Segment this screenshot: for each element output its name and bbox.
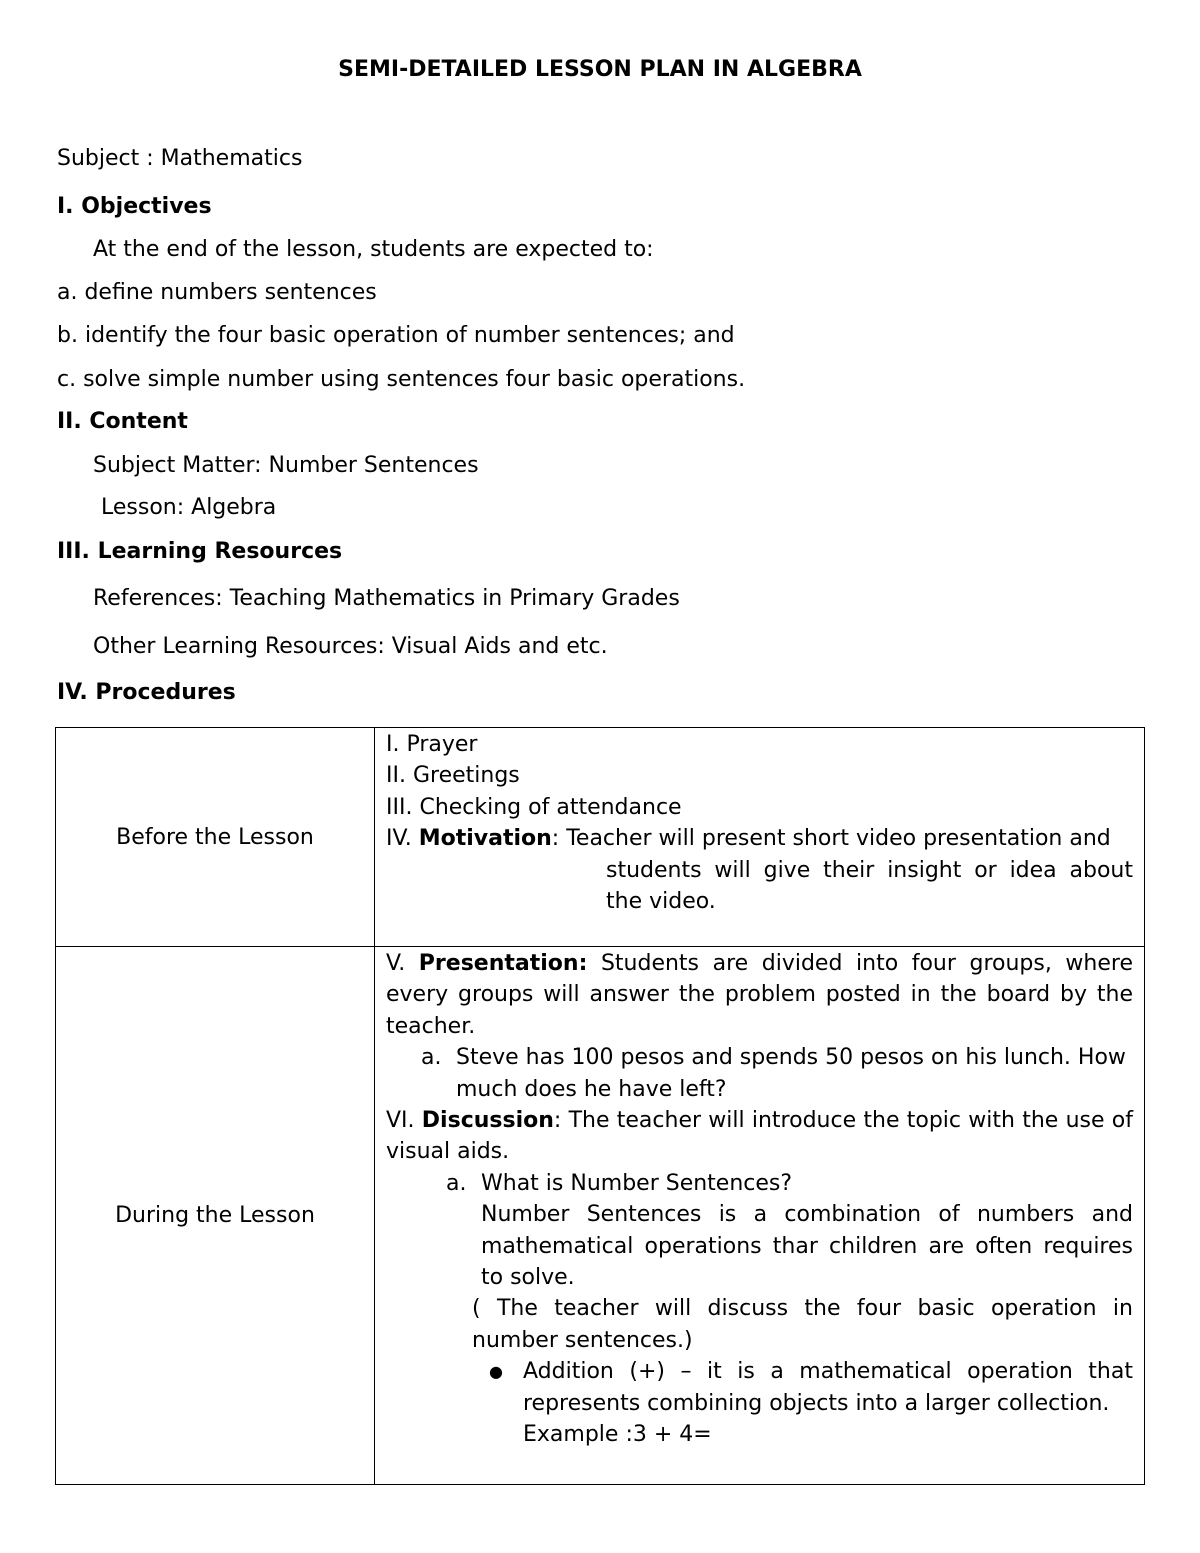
attendance-item: III. Checking of attendance: [386, 794, 682, 820]
discussion-item: [386, 1105, 1133, 1168]
motivation-label: Motivation: [418, 826, 552, 852]
references-line: References: Teaching Mathematics in Primary Grades: [93, 586, 680, 611]
question-marker: a.: [446, 1170, 467, 1196]
table-row: [56, 947, 1145, 1485]
other-resources-line: Other Learning Resources: Visual Aids and etc.: [93, 634, 608, 659]
presentation-text: Students are divided into four groups, where every groups will answer the problem posted in the board by the teacher.: [386, 951, 1133, 1039]
objective-item: a. define numbers sentences: [57, 280, 377, 305]
objectives-intro: At the end of the lesson, students are expected to:: [93, 237, 654, 262]
definition-text: Number Sentences is a combination of numbers and mathematical operations thar children are often requires to solve.: [481, 1202, 1133, 1291]
list-item: [386, 1356, 1133, 1419]
problem-text: Steve has 100 pesos and spends 50 pesos on his lunch. How much does he have left?: [456, 1045, 1126, 1102]
question-text: What is Number Sentences?: [481, 1170, 793, 1196]
page-title: SEMI-DETAILED LESSON PLAN IN ALGEBRA: [338, 57, 862, 82]
motivation-text: : Teacher will present short video presentation and: [551, 826, 1111, 852]
content-heading: II. Content: [57, 409, 188, 434]
prayer-item: I. Prayer: [386, 732, 478, 757]
list-item: [386, 1168, 1133, 1199]
objective-item: c. solve simple number using sentences four basic operations.: [57, 367, 746, 392]
motivation-continued: students will give their insight or idea about the video.: [606, 857, 1133, 915]
presentation-label: Presentation:: [418, 951, 588, 976]
subject-matter: Subject Matter: Number Sentences: [93, 453, 479, 478]
bullet-icon: ●: [489, 1362, 503, 1382]
during-lesson-label: During the Lesson: [56, 947, 375, 1485]
procedures-heading: IV. Procedures: [57, 680, 236, 705]
discussion-text: : The teacher will introduce the topic with the use of visual aids.: [386, 1108, 1133, 1165]
lesson-line: Lesson: Algebra: [101, 495, 277, 520]
motivation-number: IV.: [386, 826, 419, 852]
list-item: [386, 1042, 1133, 1105]
subject-line: Subject : Mathematics: [57, 146, 303, 171]
during-lesson-content: [375, 947, 1145, 1485]
problem-marker: a.: [421, 1045, 442, 1071]
discussion-number: VI.: [386, 1108, 422, 1134]
procedures-table: [55, 727, 1145, 1485]
example-text: Example :3 + 4=: [523, 1422, 712, 1448]
objective-item: b. identify the four basic operation of number sentences; and: [57, 323, 735, 348]
presentation-item: [386, 948, 1133, 1042]
motivation-item: [386, 823, 1133, 854]
presentation-number: V.: [386, 951, 419, 976]
addition-text: Addition (+) – it is a mathematical operation that represents combining objects into a larger collection.: [523, 1359, 1133, 1416]
discussion-label: Discussion: [421, 1108, 554, 1134]
greetings-item: II. Greetings: [386, 763, 520, 789]
resources-heading: III. Learning Resources: [57, 539, 343, 564]
objectives-heading: I. Objectives: [57, 194, 212, 219]
operations-note: ( The teacher will discuss the four basic operation in number sentences.): [472, 1296, 1133, 1353]
before-lesson-label: Before the Lesson: [56, 728, 375, 947]
table-row: [56, 728, 1145, 947]
before-lesson-content: [375, 728, 1145, 947]
